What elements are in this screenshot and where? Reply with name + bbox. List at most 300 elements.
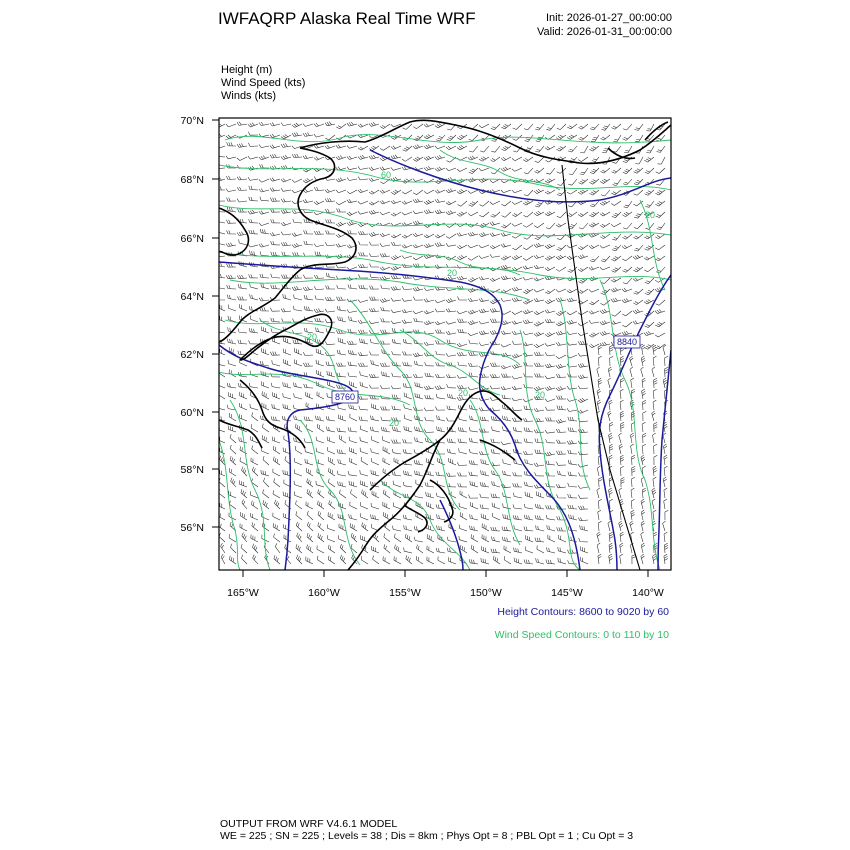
wind-barb [273, 457, 280, 465]
wind-barb [384, 533, 390, 542]
wind-barb [534, 278, 544, 282]
wind-barb [469, 146, 478, 152]
wind-barb [292, 154, 302, 158]
wind-barb [556, 298, 566, 302]
wind-barb [392, 526, 401, 531]
wind-barb [512, 298, 522, 302]
wind-barb [338, 338, 346, 344]
wind-barb [227, 295, 236, 300]
wind-barb [446, 243, 456, 246]
wind-barb [590, 201, 599, 207]
wind-barb [436, 472, 445, 476]
wind-barb [249, 230, 258, 234]
wind-barb [634, 212, 643, 218]
wind-barb [380, 233, 390, 237]
wind-barb [370, 274, 379, 278]
wind-barb [347, 309, 357, 312]
wind-barb [457, 255, 467, 259]
wind-barb [241, 555, 247, 564]
wind-barb [425, 482, 434, 487]
wind-barb [446, 201, 456, 205]
wind-barb [393, 481, 401, 487]
wind-barb [294, 469, 302, 476]
wind-barb [653, 400, 656, 410]
wind-barb [219, 533, 225, 542]
wind-barb [281, 155, 291, 159]
wind-barb [512, 407, 522, 410]
wind-barb [227, 142, 236, 146]
wind-barb [435, 374, 445, 378]
wind-barb [270, 178, 280, 182]
wind-barb [328, 468, 335, 476]
wind-barb [556, 355, 566, 359]
wind-barb [501, 374, 511, 378]
latitude-tick-labels [181, 115, 204, 534]
wind-barb [263, 490, 269, 499]
wind-barb [501, 386, 511, 390]
wind-barb [415, 393, 423, 399]
wind-barb [372, 546, 379, 553]
wind-barb [580, 168, 588, 175]
wind-barb [337, 306, 346, 311]
wind-barb [492, 481, 500, 487]
wind-barb [634, 245, 643, 251]
wind-barb [427, 534, 434, 542]
wind-barb [534, 311, 544, 315]
wind-barb [436, 407, 446, 411]
wind-barb [512, 364, 522, 368]
wind-barb [479, 276, 489, 280]
wind-barb [358, 124, 368, 128]
wind-barb [358, 201, 368, 204]
wind-barb [525, 492, 533, 498]
wind-barb [608, 378, 611, 388]
wind-barb [634, 223, 643, 229]
wind-barb [512, 168, 522, 171]
wind-barb [372, 436, 379, 443]
wind-barb [459, 536, 467, 542]
wind-barb [253, 555, 258, 564]
wind-barb [260, 229, 269, 234]
wind-barb [249, 186, 258, 190]
wind-barb [358, 231, 368, 235]
wind-barb [578, 485, 588, 488]
wind-barb [631, 389, 635, 399]
wind-barb [425, 373, 434, 377]
wind-barb [578, 386, 588, 389]
wind-barb [556, 342, 566, 346]
wind-barb [469, 559, 478, 564]
wind-barb [424, 156, 434, 160]
wind-barb [633, 255, 643, 259]
wind-barb [217, 228, 225, 234]
wind-barb [523, 266, 533, 270]
wind-barb [600, 267, 610, 270]
wind-barb [393, 503, 401, 510]
wind-barb [493, 513, 500, 520]
wind-barb [435, 321, 445, 325]
wind-barb [641, 543, 645, 553]
wind-barb [307, 489, 313, 498]
wind-barb [534, 289, 544, 292]
wind-barb [490, 319, 500, 323]
wind-barb [642, 389, 646, 399]
lon-tick-150: 150°W [470, 587, 502, 599]
wind-barb [226, 243, 236, 247]
wind-barb [579, 124, 589, 129]
wind-barb [391, 146, 401, 150]
wind-barb [623, 168, 632, 174]
wind-barb [303, 275, 313, 279]
wind-barb [391, 242, 401, 246]
wind-barb [229, 534, 236, 542]
wind-barb [371, 514, 379, 520]
lat-tick-64: 64°N [180, 291, 204, 303]
wind-barb [306, 557, 313, 564]
wind-barb [652, 488, 656, 498]
wind-barb [391, 190, 401, 195]
wind-barb [534, 211, 544, 216]
wind-barb [446, 473, 456, 477]
wind-barb [391, 286, 401, 290]
field-label-wind-speed: Wind Speed (kts) [221, 77, 306, 89]
wind-barb [403, 362, 412, 366]
wind-barb [534, 463, 544, 467]
wind-barb [501, 331, 511, 335]
wind-barb [424, 145, 434, 149]
wind-barb [632, 455, 636, 465]
wind-barb [358, 300, 368, 303]
wind-barb [237, 122, 247, 126]
wind-barb [270, 122, 280, 126]
wind-barb [336, 363, 346, 367]
wind-barb [359, 406, 368, 410]
wind-barb [413, 157, 423, 162]
wind-barb [424, 429, 434, 432]
wind-barb [392, 394, 401, 399]
wind-barb [437, 415, 445, 421]
wind-barb [446, 168, 456, 171]
wind-barb [424, 200, 434, 204]
wind-barb [216, 296, 225, 300]
wind-barb [413, 297, 423, 301]
wind-barb [654, 378, 658, 388]
wind-barb [655, 234, 665, 239]
wind-barb [336, 222, 346, 226]
wind-barb [402, 320, 412, 324]
wind-barb [491, 439, 500, 443]
wind-barb [327, 525, 335, 532]
wind-barb [414, 460, 423, 465]
wind-barb [567, 332, 577, 335]
wind-barb [623, 135, 632, 140]
wind-barb [435, 300, 445, 303]
wind-barb [589, 245, 599, 249]
wind-barb [297, 533, 302, 542]
wind-barb [523, 201, 533, 206]
wind-barb [360, 481, 368, 488]
wind-barb [262, 403, 269, 410]
wind-barb [382, 436, 390, 443]
wind-barb [435, 242, 445, 246]
wind-barb [372, 458, 379, 465]
wind-barb [653, 554, 657, 564]
lat-tick-66: 66°N [180, 233, 204, 245]
wind-barb [556, 331, 566, 335]
wind-barb [381, 341, 391, 345]
wind-barb [317, 424, 324, 432]
wind-barb [238, 328, 247, 333]
wind-barb [272, 338, 280, 345]
lat-tick-58: 58°N [180, 464, 204, 476]
wind-barb [292, 190, 302, 193]
wind-barb [590, 256, 599, 262]
wind-barb [435, 386, 445, 390]
wind-barb [238, 297, 248, 301]
wind-barb [259, 298, 269, 302]
wind-barb [284, 359, 291, 366]
wind-barb [641, 510, 645, 520]
wind-barb [578, 410, 588, 414]
wind-barb [360, 470, 368, 476]
wind-barb [370, 427, 379, 432]
wind-barb [513, 493, 522, 498]
wind-barb [479, 309, 489, 313]
wind-barb [656, 212, 665, 218]
wind-barb [568, 505, 577, 509]
wind-barb [641, 554, 645, 564]
wind-barb [435, 234, 445, 238]
wind-barb [663, 345, 666, 355]
wind-barb [446, 374, 456, 378]
wind-barb [227, 383, 236, 388]
wind-barb [578, 506, 588, 510]
wind-barb [414, 537, 423, 542]
wind-barb [391, 255, 401, 259]
wind-barb [609, 455, 613, 465]
wind-barb [568, 472, 577, 476]
wind-barb [271, 416, 280, 421]
wind-barb [446, 298, 456, 302]
wind-barb [435, 167, 445, 171]
wind-barb [402, 245, 412, 249]
wind-barb [239, 480, 247, 487]
wind-barb [480, 504, 489, 509]
wind-barb [281, 275, 291, 279]
wind-barb [369, 167, 379, 171]
wind-barb [469, 372, 478, 377]
wind-barb [415, 382, 423, 388]
wind-barb [252, 412, 258, 421]
wind-barb [283, 393, 291, 399]
wind-barb [219, 489, 225, 498]
wind-barb [380, 212, 390, 215]
wind-barb [435, 330, 445, 334]
wind-barb [281, 232, 291, 235]
wind-barb [609, 532, 613, 542]
wind-barb [501, 276, 511, 280]
wind-barb [502, 395, 511, 399]
wind-barb [215, 198, 225, 201]
wind-barb [468, 333, 478, 336]
wind-barb [271, 274, 280, 278]
wind-barb [654, 422, 658, 432]
wind-barb [632, 477, 635, 487]
wind-barb [545, 289, 555, 294]
wind-barb [339, 435, 346, 443]
wind-barb [630, 433, 634, 443]
wind-barb [317, 392, 324, 399]
wind-barb [589, 267, 599, 271]
wind-barb [229, 413, 236, 421]
wind-barb [523, 310, 533, 314]
wind-barb [326, 286, 336, 290]
wind-barb [502, 527, 511, 531]
wind-barb [380, 330, 390, 334]
wind-barb [303, 155, 313, 159]
wind-barb [314, 201, 324, 205]
wind-barb [424, 124, 434, 128]
wind-barb [523, 342, 533, 346]
wind-barb [579, 223, 588, 229]
wind-barb [424, 135, 434, 139]
wind-barb [404, 393, 412, 399]
wind-barb [534, 298, 544, 302]
wind-barb [336, 190, 346, 193]
wind-barb [545, 364, 555, 368]
wind-barb [458, 297, 468, 301]
wind-barb [250, 404, 258, 410]
wind-barb [631, 499, 634, 509]
wind-barb [546, 223, 555, 229]
wind-barb [424, 190, 434, 194]
wind-barb [457, 135, 467, 140]
wind-barb [216, 273, 225, 278]
height-label-8840: 8840 [616, 337, 638, 347]
wind-barb [479, 342, 489, 345]
wind-barb [273, 469, 280, 476]
wind-barb [314, 309, 324, 313]
wind-barb [631, 488, 634, 498]
wind-barb [578, 341, 588, 345]
wind-barb [556, 311, 566, 316]
wind-barb [338, 481, 346, 487]
wind-barb [424, 244, 434, 248]
wind-barb [296, 544, 302, 553]
wind-barb [644, 267, 654, 272]
wind-barb [601, 190, 610, 196]
wind-barb [491, 212, 500, 217]
wind-barb [490, 254, 500, 257]
wind-barb [369, 210, 379, 214]
wind-barb [653, 477, 656, 487]
wind-barb [318, 522, 324, 531]
wind-barb [315, 416, 324, 421]
wind-barb [369, 201, 379, 205]
wind-barb [534, 255, 544, 259]
wind-barb [239, 239, 247, 245]
wind-barb [242, 500, 247, 510]
wind-barb [215, 146, 225, 149]
init-time: Init: 2026-01-27_00:00:00 [546, 12, 672, 24]
wind-barb [270, 352, 280, 356]
wind-barb [548, 535, 555, 542]
wind-barb [545, 407, 555, 411]
wind-barb [237, 177, 247, 181]
wind-barb [536, 492, 544, 499]
wind-barb [612, 168, 621, 173]
wind-barb [238, 340, 247, 344]
wind-barb [598, 521, 601, 531]
wind-barb [425, 438, 434, 443]
wind-barb [641, 356, 645, 366]
wind-barb [611, 278, 621, 282]
wind-barb [270, 232, 280, 236]
wind-barb [589, 311, 599, 315]
wind-barb [260, 251, 269, 256]
wind-barb [252, 544, 258, 553]
wind-barb [248, 143, 258, 146]
wind-barb [237, 157, 247, 161]
wind-barb [622, 212, 632, 217]
wind-barb [663, 444, 667, 454]
wind-barb [262, 535, 269, 542]
wind-barb [316, 360, 324, 366]
wind-barb [664, 543, 668, 553]
wind-barb [567, 256, 577, 260]
wind-barb [504, 546, 511, 553]
wind-barb [609, 433, 613, 443]
wind-barb [215, 123, 225, 127]
wind-barb [501, 244, 511, 248]
wind-barb [609, 422, 613, 432]
wind-barb [512, 201, 522, 204]
wind-barb [622, 331, 632, 335]
wind-barb [260, 274, 269, 278]
wind-barb [611, 256, 621, 261]
wind-barb [336, 201, 346, 205]
wind-barb [413, 311, 423, 314]
wind-barb [580, 146, 588, 153]
wind-barb [240, 512, 247, 520]
wind-barb [652, 499, 655, 509]
wind-barb [394, 458, 401, 465]
wind-barb [307, 545, 313, 554]
wind-barb [546, 515, 555, 520]
wind-barb [609, 400, 613, 410]
wind-barb [611, 321, 621, 325]
wind-barb [535, 146, 544, 152]
wind-barb [622, 311, 632, 316]
wind-barb [619, 433, 622, 443]
wind-barb [645, 190, 654, 195]
wind-barb [613, 135, 621, 142]
wind-barb [468, 212, 478, 216]
wind-barb [621, 422, 625, 432]
wind-barb [370, 264, 380, 268]
wind-barb [328, 479, 335, 487]
wind-barb [619, 488, 622, 498]
wind-barb [534, 322, 544, 327]
wind-barb [556, 429, 566, 433]
wind-barb [621, 477, 625, 487]
wind-barb [314, 187, 324, 191]
wind-barb [350, 502, 357, 509]
wind-barb [609, 488, 613, 498]
wind-barb [391, 321, 401, 324]
wind-barb [479, 124, 489, 128]
wind-barb [469, 460, 478, 465]
